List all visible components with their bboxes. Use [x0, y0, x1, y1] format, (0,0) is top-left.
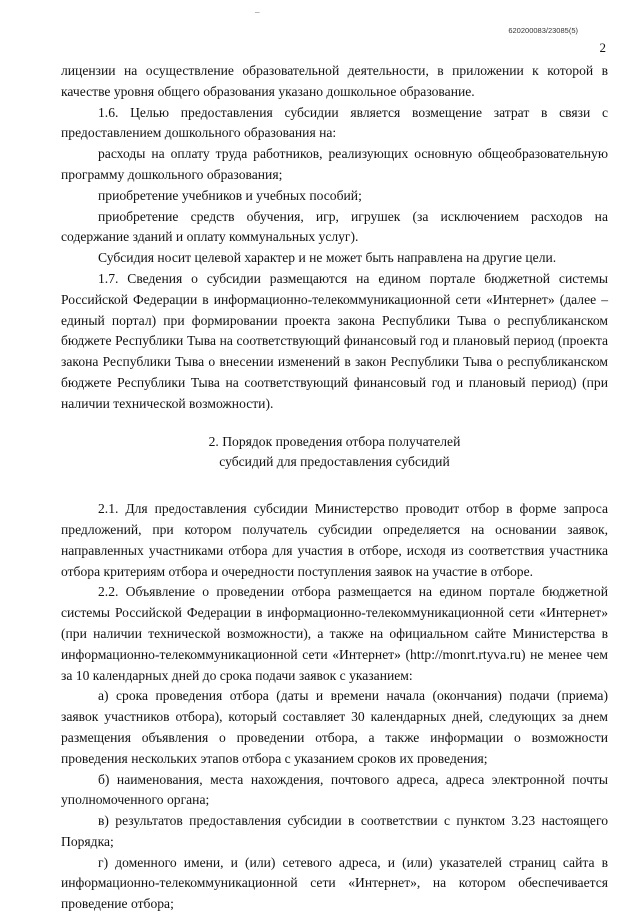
section-heading-line-1: 2. Порядок проведения отбора получателей: [208, 433, 461, 449]
section-gap: [61, 473, 608, 499]
paragraph-1-6: 1.6. Целью предоставления субсидии является возмещение затрат в связи с предоставлением дошкольного образования на:: [61, 104, 608, 141]
paragraph-targeted-subsidy: Субсидия носит целевой характер и не может быть направлена на другие цели.: [98, 250, 557, 266]
paragraph-textbooks: приобретение учебников и учебных пособий;: [98, 187, 362, 203]
list-item-a: а) срока проведения отбора (даты и времени начала (окончания) подачи (приема) заявок участников отбора), который составляет 30 календарных дней, следующих за днем размещения объявления о проведении отбора, а также информации о возможности проведения нескольких этапов отбора с указанием сроков их проведения;: [61, 688, 608, 766]
scan-mark: –: [255, 7, 260, 17]
paragraph-2-1: 2.1. Для предоставления субсидии Министерство проводит отбор в форме запроса предложений, при котором получатель субсидии определяется на основании заявок, направленных участниками отбора для участия в отборе, исходя из соответствия участника отбора критериям отбора и очередности поступления заявок на участие в отборе.: [61, 501, 608, 579]
page-number: 2: [599, 40, 606, 55]
list-item-b: б) наименования, места нахождения, почтового адреса, адреса электронной почты уполномоченного органа;: [61, 771, 608, 808]
list-item-v: в) результатов предоставления субсидии в соответствии с пунктом 3.23 настоящего Порядка;: [61, 813, 608, 849]
document-number: 620200083/23085(5): [508, 26, 578, 35]
document-body: [61, 61, 608, 915]
paragraph-learning-tools: приобретение средств обучения, игр, игрушек (за исключением расходов на содержание зданий и оплату коммунальных услуг).: [61, 208, 608, 245]
paragraph-1-7: 1.7. Сведения о субсидии размещаются на едином портале бюджетной системы Российской Федерации в информационно-телекоммуникационной сети «Интернет» (далее – единый портал) при формировании проекта закона Республики Тыва о республиканском бюджете Республики Тыва на соответствующий финансовый год и плановый период (проекта закона Республики Тыва о внесении изменений в закон Республики Тыва о республиканском бюджете Республики Тыва на соответствующий финансовый год и плановый период) (при наличии технической возможности).: [61, 270, 608, 411]
section-heading-line-2: субсидий для предоставления субсидий: [219, 454, 450, 470]
paragraph-labor-costs: расходы на оплату труда работников, реализующих основную общеобразовательную программу дошкольного образования;: [61, 146, 608, 182]
paragraph-2-2: 2.2. Объявление о проведении отбора размещается на едином портале бюджетной системы Российской Федерации в информационно-телекоммуникационной сети «Интернет» (при наличии технической возможности), а также на официальном сайте Министерства в информационно-телекоммуникационной сети «Интернет» (http://monrt.rtyva.ru) не менее чем за 10 календарных дней до срока подачи заявок с указанием:: [61, 584, 608, 683]
paragraph-license-continuation: лицензии на осуществление образовательной деятельности, в приложении к которой в качестве уровня общего образования указано дошкольное образование.: [61, 63, 608, 99]
list-item-g: г) доменного имени, и (или) сетевого адреса, и (или) указателей страниц сайта в информационно-телекоммуникационной сети «Интернет», на котором обеспечивается проведение отбора;: [61, 854, 608, 912]
